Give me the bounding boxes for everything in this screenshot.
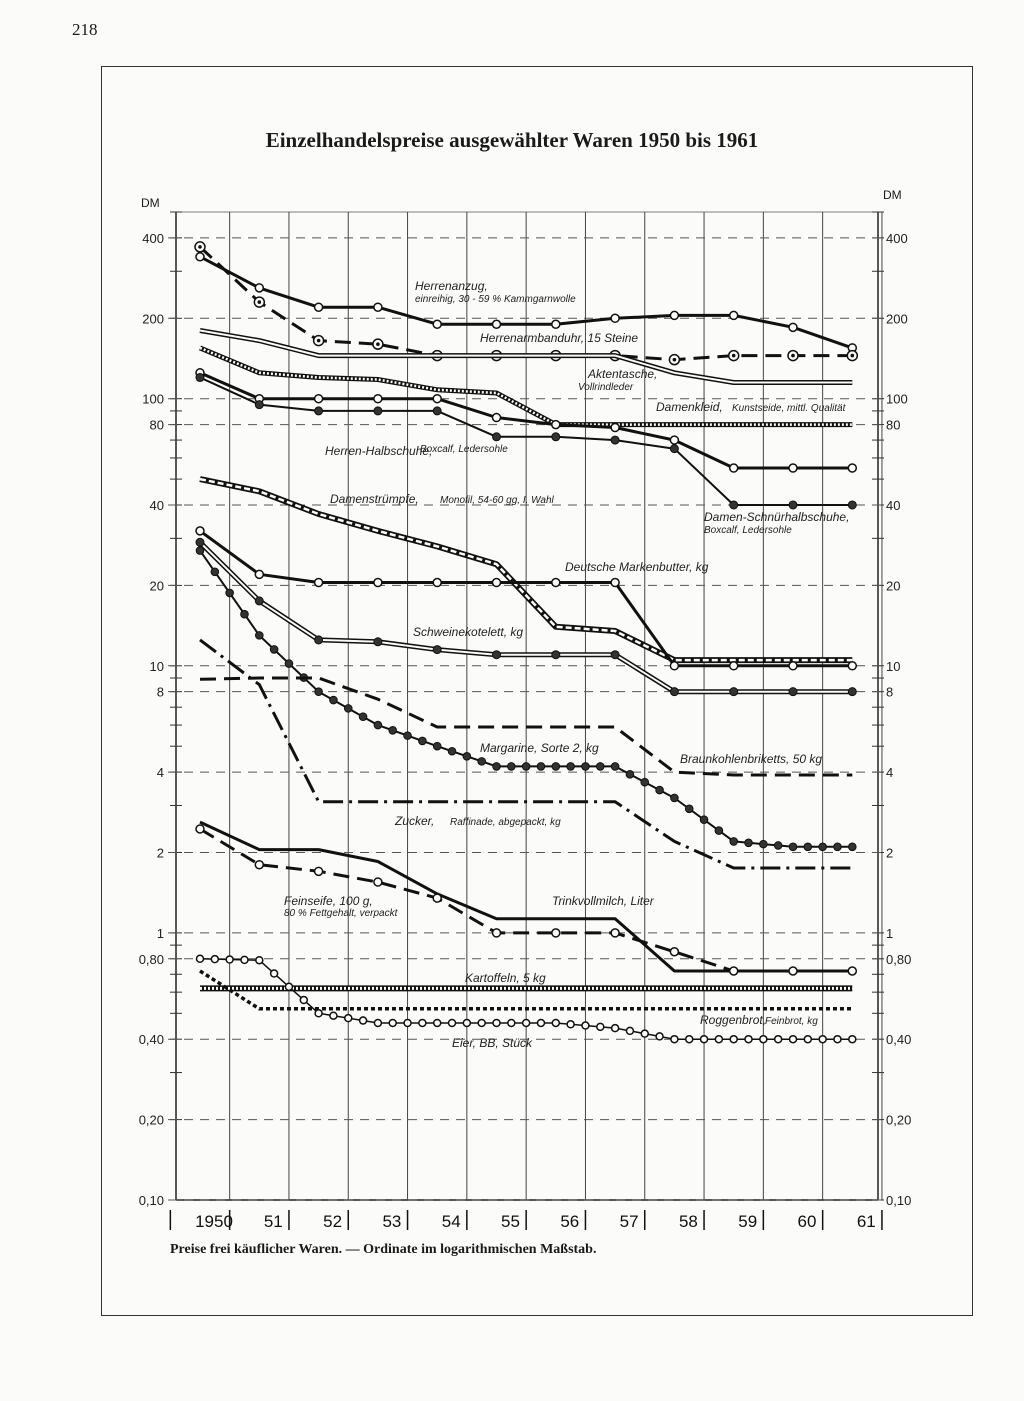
data-point-feinseife (493, 929, 501, 937)
data-point-margarine (789, 843, 797, 851)
data-point-feinseife (670, 948, 678, 956)
data-point-margarine (433, 742, 441, 750)
y-tick-label-right: 0,80 (886, 951, 912, 967)
data-point-herren-halbschuhe (848, 464, 856, 472)
data-point-margarine (448, 747, 456, 755)
data-point-herrenanzug (196, 253, 204, 261)
data-point-herren-halbschuhe (374, 395, 382, 403)
footnote: Preise frei käuflicher Waren. — Ordinate im logarithmischen Maßstab. (170, 1242, 597, 1257)
data-point-eier (745, 1036, 752, 1043)
series-sublabel-aktentasche: Vollrindleder (578, 382, 634, 393)
y-tick-label-left: 200 (142, 311, 164, 327)
data-point-deutsche-markenbutter (493, 579, 501, 587)
data-point-feinseife (611, 929, 619, 937)
y-tick-label-right: 0,40 (886, 1032, 912, 1048)
data-point-margarine (774, 842, 782, 850)
data-point-center-herrenarmbanduhr (198, 245, 202, 249)
series-sublabel-zucker: Raffinade, abgepackt, kg (450, 817, 561, 828)
data-point-feinseife (848, 967, 856, 975)
data-point-eier (300, 997, 307, 1004)
series-label-braunkohlenbriketts: Braunkohlenbriketts, 50 kg (680, 752, 823, 766)
data-point-herren-halbschuhe (315, 395, 323, 403)
data-point-herren-halbschuhe (670, 436, 678, 444)
series-label-herren-halbschuhe: Herren-Halbschuhe, (325, 444, 433, 458)
data-point-feinseife (196, 825, 204, 833)
data-point-margarine (211, 568, 219, 576)
x-tick-label: 55 (501, 1212, 520, 1231)
data-point-eier (345, 1015, 352, 1022)
data-point-eier (360, 1017, 367, 1024)
data-point-margarine (241, 610, 249, 618)
data-point-eier (330, 1012, 337, 1019)
series-label-zucker: Zucker, (395, 814, 435, 828)
data-point-schweinekotelett (730, 688, 738, 696)
data-point-margarine (508, 763, 516, 771)
data-point-deutsche-markenbutter (848, 662, 856, 670)
data-point-herrenanzug (433, 320, 441, 328)
data-point-margarine (374, 721, 382, 729)
data-point-schweinekotelett (493, 651, 501, 659)
data-point-herren-halbschuhe (730, 464, 738, 472)
data-point-eier (834, 1036, 841, 1043)
data-point-damen-schnuerhalbschuhe (196, 374, 204, 382)
data-point-eier (671, 1036, 678, 1043)
chart-title: Einzelhandelspreise ausgewählter Waren 1950 bis 1961 (265, 128, 759, 152)
data-point-margarine (226, 589, 234, 597)
data-point-eier (523, 1019, 530, 1026)
y-tick-label-left: 0,10 (138, 1193, 164, 1208)
data-point-margarine (656, 786, 664, 794)
data-point-margarine (596, 763, 604, 771)
data-point-feinseife (789, 967, 797, 975)
y-tick-label-right: 400 (886, 230, 908, 246)
data-point-feinseife (315, 867, 323, 875)
series-label-herrenanzug: Herrenanzug, (415, 279, 488, 293)
series-sublabel-herrenanzug: einreihig, 30 - 59 % Kammgarnwolle (415, 294, 576, 305)
data-point-feinseife (730, 967, 738, 975)
y-unit-label-left: DM (141, 196, 160, 210)
data-point-eier (582, 1022, 589, 1029)
y-tick-label-right: 20 (886, 578, 901, 594)
data-point-schweinekotelett (433, 646, 441, 654)
series-label-deutsche-markenbutter: Deutsche Markenbutter, kg (565, 560, 709, 574)
data-point-margarine (344, 705, 352, 713)
y-tick-label-left: 0,40 (138, 1032, 164, 1048)
data-point-margarine (285, 660, 293, 668)
data-point-eier (641, 1030, 648, 1037)
data-point-herrenanzug (552, 320, 560, 328)
data-point-eier (537, 1019, 544, 1026)
data-point-center-herrenarmbanduhr (317, 339, 321, 343)
data-point-eier (241, 956, 248, 963)
data-point-eier (478, 1019, 485, 1026)
data-point-eier (463, 1019, 470, 1026)
data-point-margarine (641, 778, 649, 786)
data-point-eier (567, 1021, 574, 1028)
data-point-schweinekotelett (789, 688, 797, 696)
series-label-feinseife: Feinseife, 100 g, (284, 894, 373, 908)
data-point-herrenanzug (611, 314, 619, 322)
data-point-herren-halbschuhe (493, 414, 501, 422)
data-point-damen-schnuerhalbschuhe (552, 433, 560, 441)
data-point-margarine (463, 753, 471, 761)
data-point-margarine (389, 727, 397, 735)
page-number: 218 (72, 20, 98, 39)
data-point-margarine (478, 758, 486, 766)
data-point-damen-schnuerhalbschuhe (433, 407, 441, 415)
series-sublabel-damenstruempfe: Monofil, 54-60 gg, I. Wahl (440, 495, 554, 506)
data-point-margarine (745, 839, 753, 847)
data-point-eier (389, 1019, 396, 1026)
y-tick-label-right: 10 (886, 658, 901, 674)
x-tick-label: 51 (263, 1212, 283, 1231)
series-sublabel-damen-schnuerhalbschuhe: Boxcalf, Ledersohle (704, 525, 792, 536)
data-point-schweinekotelett (848, 688, 856, 696)
data-point-margarine (270, 646, 278, 654)
data-point-eier (715, 1036, 722, 1043)
series-label-schweinekotelett: Schweinekotelett, kg (413, 625, 524, 639)
data-point-herrenanzug (789, 323, 797, 331)
data-point-margarine (804, 843, 812, 851)
data-point-margarine (730, 838, 738, 846)
data-point-deutsche-markenbutter (315, 579, 323, 587)
y-tick-label-left: 400 (142, 230, 164, 246)
series-sublabel-roggenbrot: Feinbrot, kg (765, 1016, 818, 1027)
data-point-eier (271, 970, 278, 977)
data-point-margarine (419, 737, 427, 745)
y-tick-label-right: 40 (886, 497, 901, 513)
data-point-damen-schnuerhalbschuhe (374, 407, 382, 415)
data-point-eier (626, 1027, 633, 1034)
data-point-schweinekotelett (315, 636, 323, 644)
data-point-center-herrenarmbanduhr (851, 354, 855, 358)
data-point-herrenanzug (374, 303, 382, 311)
y-tick-label-right: 2 (886, 845, 894, 861)
data-point-deutsche-markenbutter (552, 579, 560, 587)
data-point-damen-schnuerhalbschuhe (315, 407, 323, 415)
data-point-herrenanzug (730, 311, 738, 319)
data-point-damen-schnuerhalbschuhe (670, 445, 678, 453)
data-point-margarine (760, 840, 768, 848)
data-point-eier (552, 1019, 559, 1026)
data-point-schweinekotelett (374, 638, 382, 646)
data-point-eier (285, 983, 292, 990)
x-tick-label: 52 (323, 1212, 343, 1231)
y-tick-label-left: 40 (149, 497, 164, 513)
series-label-damenkleid: Damenkleid, (656, 400, 723, 414)
y-tick-label-right: 0,10 (886, 1193, 912, 1208)
data-point-eier (730, 1036, 737, 1043)
y-tick-label-left: 100 (142, 391, 164, 407)
data-point-herren-halbschuhe (552, 421, 560, 429)
data-point-eier (434, 1019, 441, 1026)
series-label-aktentasche: Aktentasche, (588, 367, 658, 381)
series-label-damenstruempfe: Damenstrümpfe, (330, 492, 419, 506)
data-point-margarine (582, 763, 590, 771)
y-tick-label-left: 10 (149, 658, 164, 674)
series-label-roggenbrot: Roggenbrot, (700, 1013, 767, 1027)
series-sublabel-damenkleid: Kunstseide, mittl. Qualität (732, 403, 846, 414)
y-tick-label-right: 1 (886, 925, 894, 941)
data-point-margarine (626, 771, 634, 779)
data-point-eier (374, 1019, 381, 1026)
x-tick-label: 1950 (195, 1212, 233, 1231)
y-tick-label-left: 4 (156, 765, 164, 781)
data-point-margarine (849, 843, 857, 851)
data-point-herrenanzug (255, 284, 263, 292)
y-tick-label-left: 0,20 (138, 1112, 164, 1128)
data-point-eier (701, 1036, 708, 1043)
data-point-eier (686, 1036, 693, 1043)
series-label-trinkvollmilch: Trinkvollmilch, Liter (552, 894, 654, 908)
data-point-schweinekotelett (670, 688, 678, 696)
data-point-deutsche-markenbutter (196, 527, 204, 535)
x-tick-label: 58 (678, 1212, 698, 1231)
data-point-center-herrenarmbanduhr (376, 342, 380, 346)
series-label-eier: Eier, BB, Stück (452, 1036, 533, 1050)
y-tick-label-left: 0,80 (138, 951, 164, 967)
data-point-center-herrenarmbanduhr (791, 354, 795, 358)
data-point-margarine (255, 632, 263, 640)
y-tick-label-left: 2 (156, 845, 164, 861)
data-point-feinseife (255, 861, 263, 869)
data-point-deutsche-markenbutter (670, 662, 678, 670)
series-label-kartoffeln: Kartoffeln, 5 kg (465, 971, 546, 985)
data-point-herrenanzug (493, 320, 501, 328)
data-point-margarine (404, 732, 412, 740)
data-point-deutsche-markenbutter (433, 579, 441, 587)
data-point-schweinekotelett (196, 538, 204, 546)
data-point-eier (612, 1025, 619, 1032)
x-tick-label: 60 (797, 1212, 817, 1231)
data-point-deutsche-markenbutter (255, 570, 263, 578)
data-point-eier (226, 956, 233, 963)
data-point-eier (404, 1019, 411, 1026)
data-point-margarine (330, 696, 338, 704)
data-point-center-herrenarmbanduhr (673, 358, 677, 362)
data-point-margarine (834, 843, 842, 851)
x-tick-label: 61 (856, 1212, 876, 1231)
data-point-eier (790, 1036, 797, 1043)
x-tick-label: 57 (619, 1212, 639, 1231)
data-point-deutsche-markenbutter (611, 579, 619, 587)
series-sublabel-feinseife: 80 % Fettgehalt, verpackt (284, 908, 398, 919)
y-tick-label-left: 20 (149, 578, 164, 594)
data-point-eier (256, 957, 263, 964)
data-point-eier (419, 1019, 426, 1026)
data-point-eier (315, 1010, 322, 1017)
y-tick-label-right: 80 (886, 417, 901, 433)
data-point-eier (804, 1036, 811, 1043)
data-point-margarine (315, 688, 323, 696)
y-tick-label-right: 4 (886, 765, 894, 781)
x-tick-label: 59 (738, 1212, 758, 1231)
data-point-margarine (537, 763, 545, 771)
y-tick-label-right: 200 (886, 311, 908, 327)
data-point-center-herrenarmbanduhr (732, 354, 736, 358)
x-tick-label: 56 (560, 1212, 580, 1231)
data-point-center-herrenarmbanduhr (258, 300, 262, 304)
data-point-margarine (552, 763, 560, 771)
data-point-eier (449, 1019, 456, 1026)
data-point-herren-halbschuhe (433, 395, 441, 403)
data-point-eier (656, 1033, 663, 1040)
y-tick-label-right: 100 (886, 391, 908, 407)
grid (168, 212, 884, 1200)
data-point-margarine (715, 827, 723, 835)
y-unit-label-right: DM (883, 188, 902, 202)
data-point-damen-schnuerhalbschuhe (848, 501, 856, 509)
data-point-eier (211, 956, 218, 963)
y-tick-label-left: 1 (156, 925, 164, 941)
data-point-margarine (700, 816, 708, 824)
data-point-herren-halbschuhe (611, 424, 619, 432)
data-point-schweinekotelett (611, 651, 619, 659)
data-point-feinseife (374, 878, 382, 886)
data-point-deutsche-markenbutter (789, 662, 797, 670)
data-point-damen-schnuerhalbschuhe (730, 501, 738, 509)
data-point-eier (508, 1019, 515, 1026)
data-point-schweinekotelett (552, 651, 560, 659)
data-point-herrenanzug (670, 311, 678, 319)
data-point-deutsche-markenbutter (374, 579, 382, 587)
data-point-feinseife (552, 929, 560, 937)
data-point-feinseife (433, 894, 441, 902)
data-point-margarine (522, 763, 530, 771)
y-tick-label-right: 0,20 (886, 1112, 912, 1128)
x-tick-label: 54 (441, 1212, 461, 1231)
y-tick-label-left: 80 (149, 417, 164, 433)
data-point-margarine (611, 763, 619, 771)
data-point-eier (819, 1036, 826, 1043)
data-point-eier (597, 1023, 604, 1030)
data-point-damen-schnuerhalbschuhe (255, 401, 263, 409)
series-sublabel-herren-halbschuhe: Boxcalf, Ledersohle (420, 444, 508, 455)
data-point-margarine (567, 763, 575, 771)
data-point-eier (849, 1036, 856, 1043)
data-point-damen-schnuerhalbschuhe (611, 436, 619, 444)
data-point-eier (197, 955, 204, 962)
series-label-herrenarmbanduhr: Herrenarmbanduhr, 15 Steine (480, 331, 639, 345)
x-tick-label: 53 (382, 1212, 402, 1231)
data-point-eier (493, 1019, 500, 1026)
data-point-margarine (493, 763, 501, 771)
data-point-schweinekotelett (255, 597, 263, 605)
data-point-margarine (685, 805, 693, 813)
data-point-damen-schnuerhalbschuhe (789, 501, 797, 509)
series-label-damen-schnuerhalbschuhe: Damen-Schnürhalbschuhe, (704, 510, 850, 524)
data-point-margarine (196, 547, 204, 555)
data-point-margarine (819, 843, 827, 851)
data-point-deutsche-markenbutter (730, 662, 738, 670)
data-point-margarine (359, 713, 367, 721)
series-label-margarine: Margarine, Sorte 2, kg (480, 741, 599, 755)
y-tick-label-left: 8 (156, 684, 164, 700)
data-point-eier (775, 1036, 782, 1043)
data-point-eier (760, 1036, 767, 1043)
data-point-herren-halbschuhe (789, 464, 797, 472)
data-point-margarine (671, 794, 679, 802)
y-tick-label-right: 8 (886, 684, 894, 700)
data-point-herrenanzug (315, 303, 323, 311)
data-point-damen-schnuerhalbschuhe (493, 433, 501, 441)
